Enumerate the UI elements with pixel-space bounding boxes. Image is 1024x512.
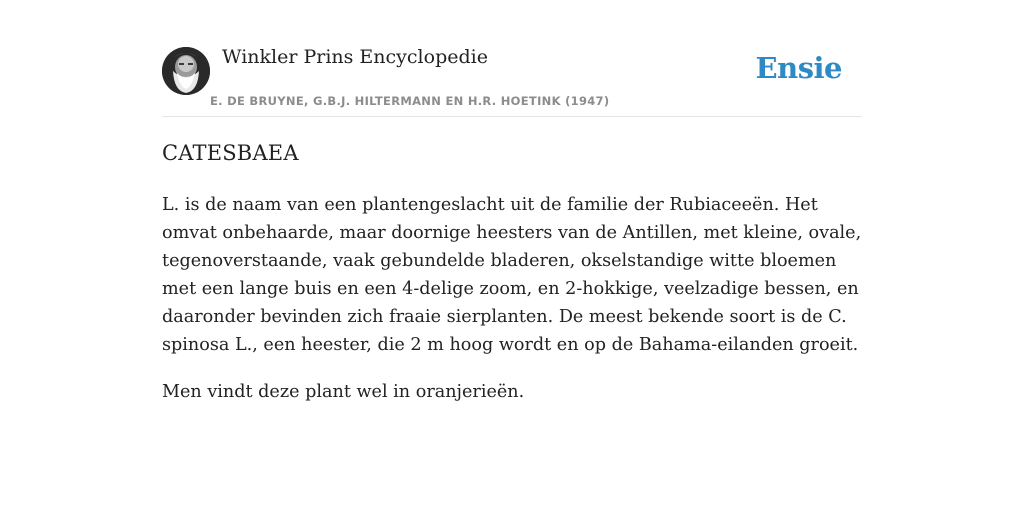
entry-title: CATESBAEA <box>162 141 299 165</box>
source-authors: E. DE BRUYNE, G.B.J. HILTERMANN EN H.R. HOETINK (1947) <box>210 94 610 108</box>
ensie-logo-link[interactable]: Ensie <box>755 51 842 85</box>
entry-paragraph: Men vindt deze plant wel in oranjerieën. <box>162 382 525 402</box>
entry-paragraph: L. is de naam van een plantengeslacht uit de familie der Rubiaceeën. Het omvat onbehaarde, maar doornige heesters van de Antillen, met kleine, ovale, tegenoverstaande, vaak gebundelde bladeren, okselstandige witte bloemen met een lange buis en een 4-delige zoom, en 2-hokkige, veelzadige bessen, en daaronder bevinden zich fraaie sierplanten. De meest bekende soort is de C. spinosa L., een heester, die 2 m hoog wordt en op de Bahama-eilanden groeit. <box>162 195 862 355</box>
source-title[interactable]: Winkler Prins Encyclopedie <box>222 46 488 68</box>
source-header <box>162 40 862 117</box>
bearded-man-portrait-icon <box>162 47 210 95</box>
author-avatar[interactable] <box>162 47 210 95</box>
entry-body <box>162 191 862 425</box>
